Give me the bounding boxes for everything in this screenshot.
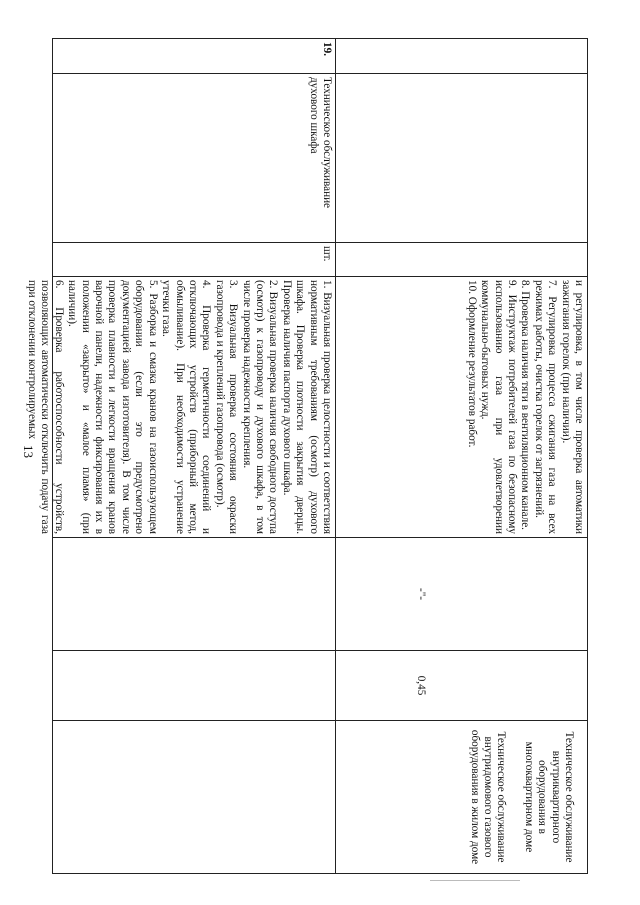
- row-19-category-cell: [52, 720, 336, 874]
- top-row-work-cell: [335, 276, 588, 538]
- work-item: 4. Проверка герметичности соединений и отключающих устройств (приборный метод, обмыливание). При необходимости устранение утечки газа.: [160, 280, 213, 534]
- work-item: 6. Проверка работоспособности устройств, позволяющих автоматически отключить подачу газа при отклонении контролируемых: [26, 280, 65, 534]
- frequency-cell: [335, 537, 588, 651]
- page-number: 13: [21, 445, 36, 458]
- row-number: 19.: [321, 42, 333, 56]
- category-cell: [335, 720, 588, 874]
- work-item: 5. Разборка и смазка кранов на газоиспользующем оборудовании (если это предусмотрено документацией завода изготовителя). В том числе проверка плавности и легкости вращения кранов варочной панели, надежности фиксирования их в положении «закрыто» и «малое пламя» (при наличии).: [66, 280, 159, 534]
- row-19-name-cell: [52, 73, 336, 243]
- row-19-unit-cell: [52, 242, 336, 277]
- category-house: Техническое обслуживание внутридомового газового оборудования в жилом доме: [468, 729, 508, 865]
- work-item: 8. Проверка наличия тяги в вентиляционном канале.: [519, 280, 532, 530]
- row-19-number-cell: [52, 38, 336, 74]
- unit-value: шт.: [321, 246, 333, 262]
- price-value: 0,45: [415, 675, 427, 696]
- row-19-frequency-cell: [52, 537, 336, 651]
- top-row-number-cell: [335, 38, 588, 74]
- row-19-price-cell: [52, 650, 336, 721]
- top-row-unit-cell: [335, 242, 588, 277]
- work-item: 9. Инструктаж потребителей газа по безопасному использованию газа при удовлетворении коммунально-бытовых нужд.: [479, 280, 518, 534]
- work-item: 3. Визуальная проверка состояния окраски газопровода и креплений газопровода (осмотр).: [213, 280, 240, 534]
- work-item: 1. Визуальная проверка целостности и соответствия нормативным требованиям (осмотр) духового шкафа. Проверка плотности закрытия дверцы. Проверка наличия паспорта духового шкафа.: [280, 280, 333, 534]
- scan-artifact-line: [430, 880, 520, 881]
- work-item: и регулировка, в том числе проверка автоматики зажигания горелок (при наличии).: [559, 280, 585, 534]
- service-name: Техническое обслуживание духового шкафа: [307, 77, 333, 209]
- work-item: 7. Регулировка процесса сжигания газа на всех режимах работы, очистка горелок от загрязнений.: [532, 280, 559, 534]
- frequency-ditto: -"-: [415, 587, 427, 601]
- work-item: 2. Визуальная проверка наличия свободного доступа (осмотр) к газопроводу и духового шкафа, в том числе проверка надежности крепления.: [240, 280, 280, 534]
- work-item: 10. Оформление результатов работ.: [465, 280, 478, 448]
- price-cell: [335, 650, 588, 721]
- top-row-name-cell: [335, 73, 588, 243]
- category-apartment: Техническое обслуживание внутриквартирного оборудования в многоквартирном доме: [522, 731, 575, 863]
